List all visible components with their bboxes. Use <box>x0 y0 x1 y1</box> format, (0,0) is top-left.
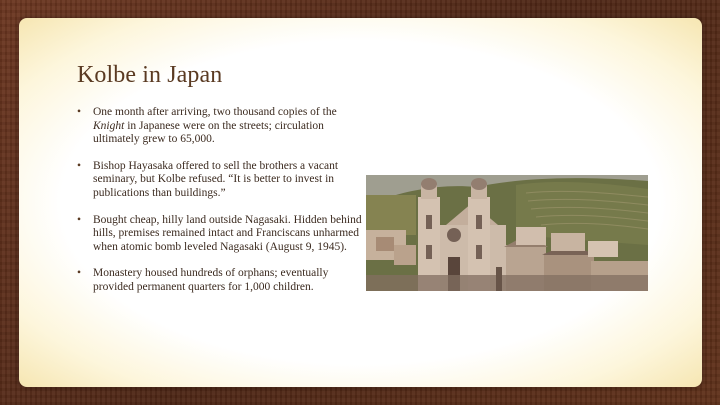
slide <box>19 18 702 387</box>
bullet-list <box>77 106 367 308</box>
bullet-marker: • <box>77 267 82 280</box>
bullet-item <box>77 214 367 255</box>
church-photo <box>366 175 648 291</box>
bullet-text-part: One month after arriving, two thousand copies of the <box>93 106 337 118</box>
bullet-text <box>93 106 337 145</box>
bullet-marker: • <box>77 213 82 226</box>
church-photo-image <box>366 175 648 291</box>
slide-title: Kolbe in Japan <box>77 62 223 88</box>
bullet-text: Monastery housed hundreds of orphans; eventually provided permanent quarters for 1,000 children. <box>93 267 329 293</box>
bullet-marker: • <box>77 106 82 118</box>
bullet-item <box>77 267 367 294</box>
bullet-emphasis: Knight <box>93 119 125 132</box>
bullet-text-part: in Japanese were on the streets; circulation ultimately grew to 65,000. <box>93 119 324 146</box>
bullet-item <box>77 106 367 147</box>
bullet-item <box>77 160 367 201</box>
bullet-text: Bishop Hayasaka offered to sell the brothers a vacant seminary, but Kolbe refused. “It is better to invest in publications than buildings.” <box>93 159 339 199</box>
bullet-text: Bought cheap, hilly land outside Nagasaki. Hidden behind hills, premises remained intact and Franciscans unharmed when atomic bomb leveled Nagasaki (August 9, 1945). <box>93 213 362 253</box>
bullet-marker: • <box>77 159 82 172</box>
